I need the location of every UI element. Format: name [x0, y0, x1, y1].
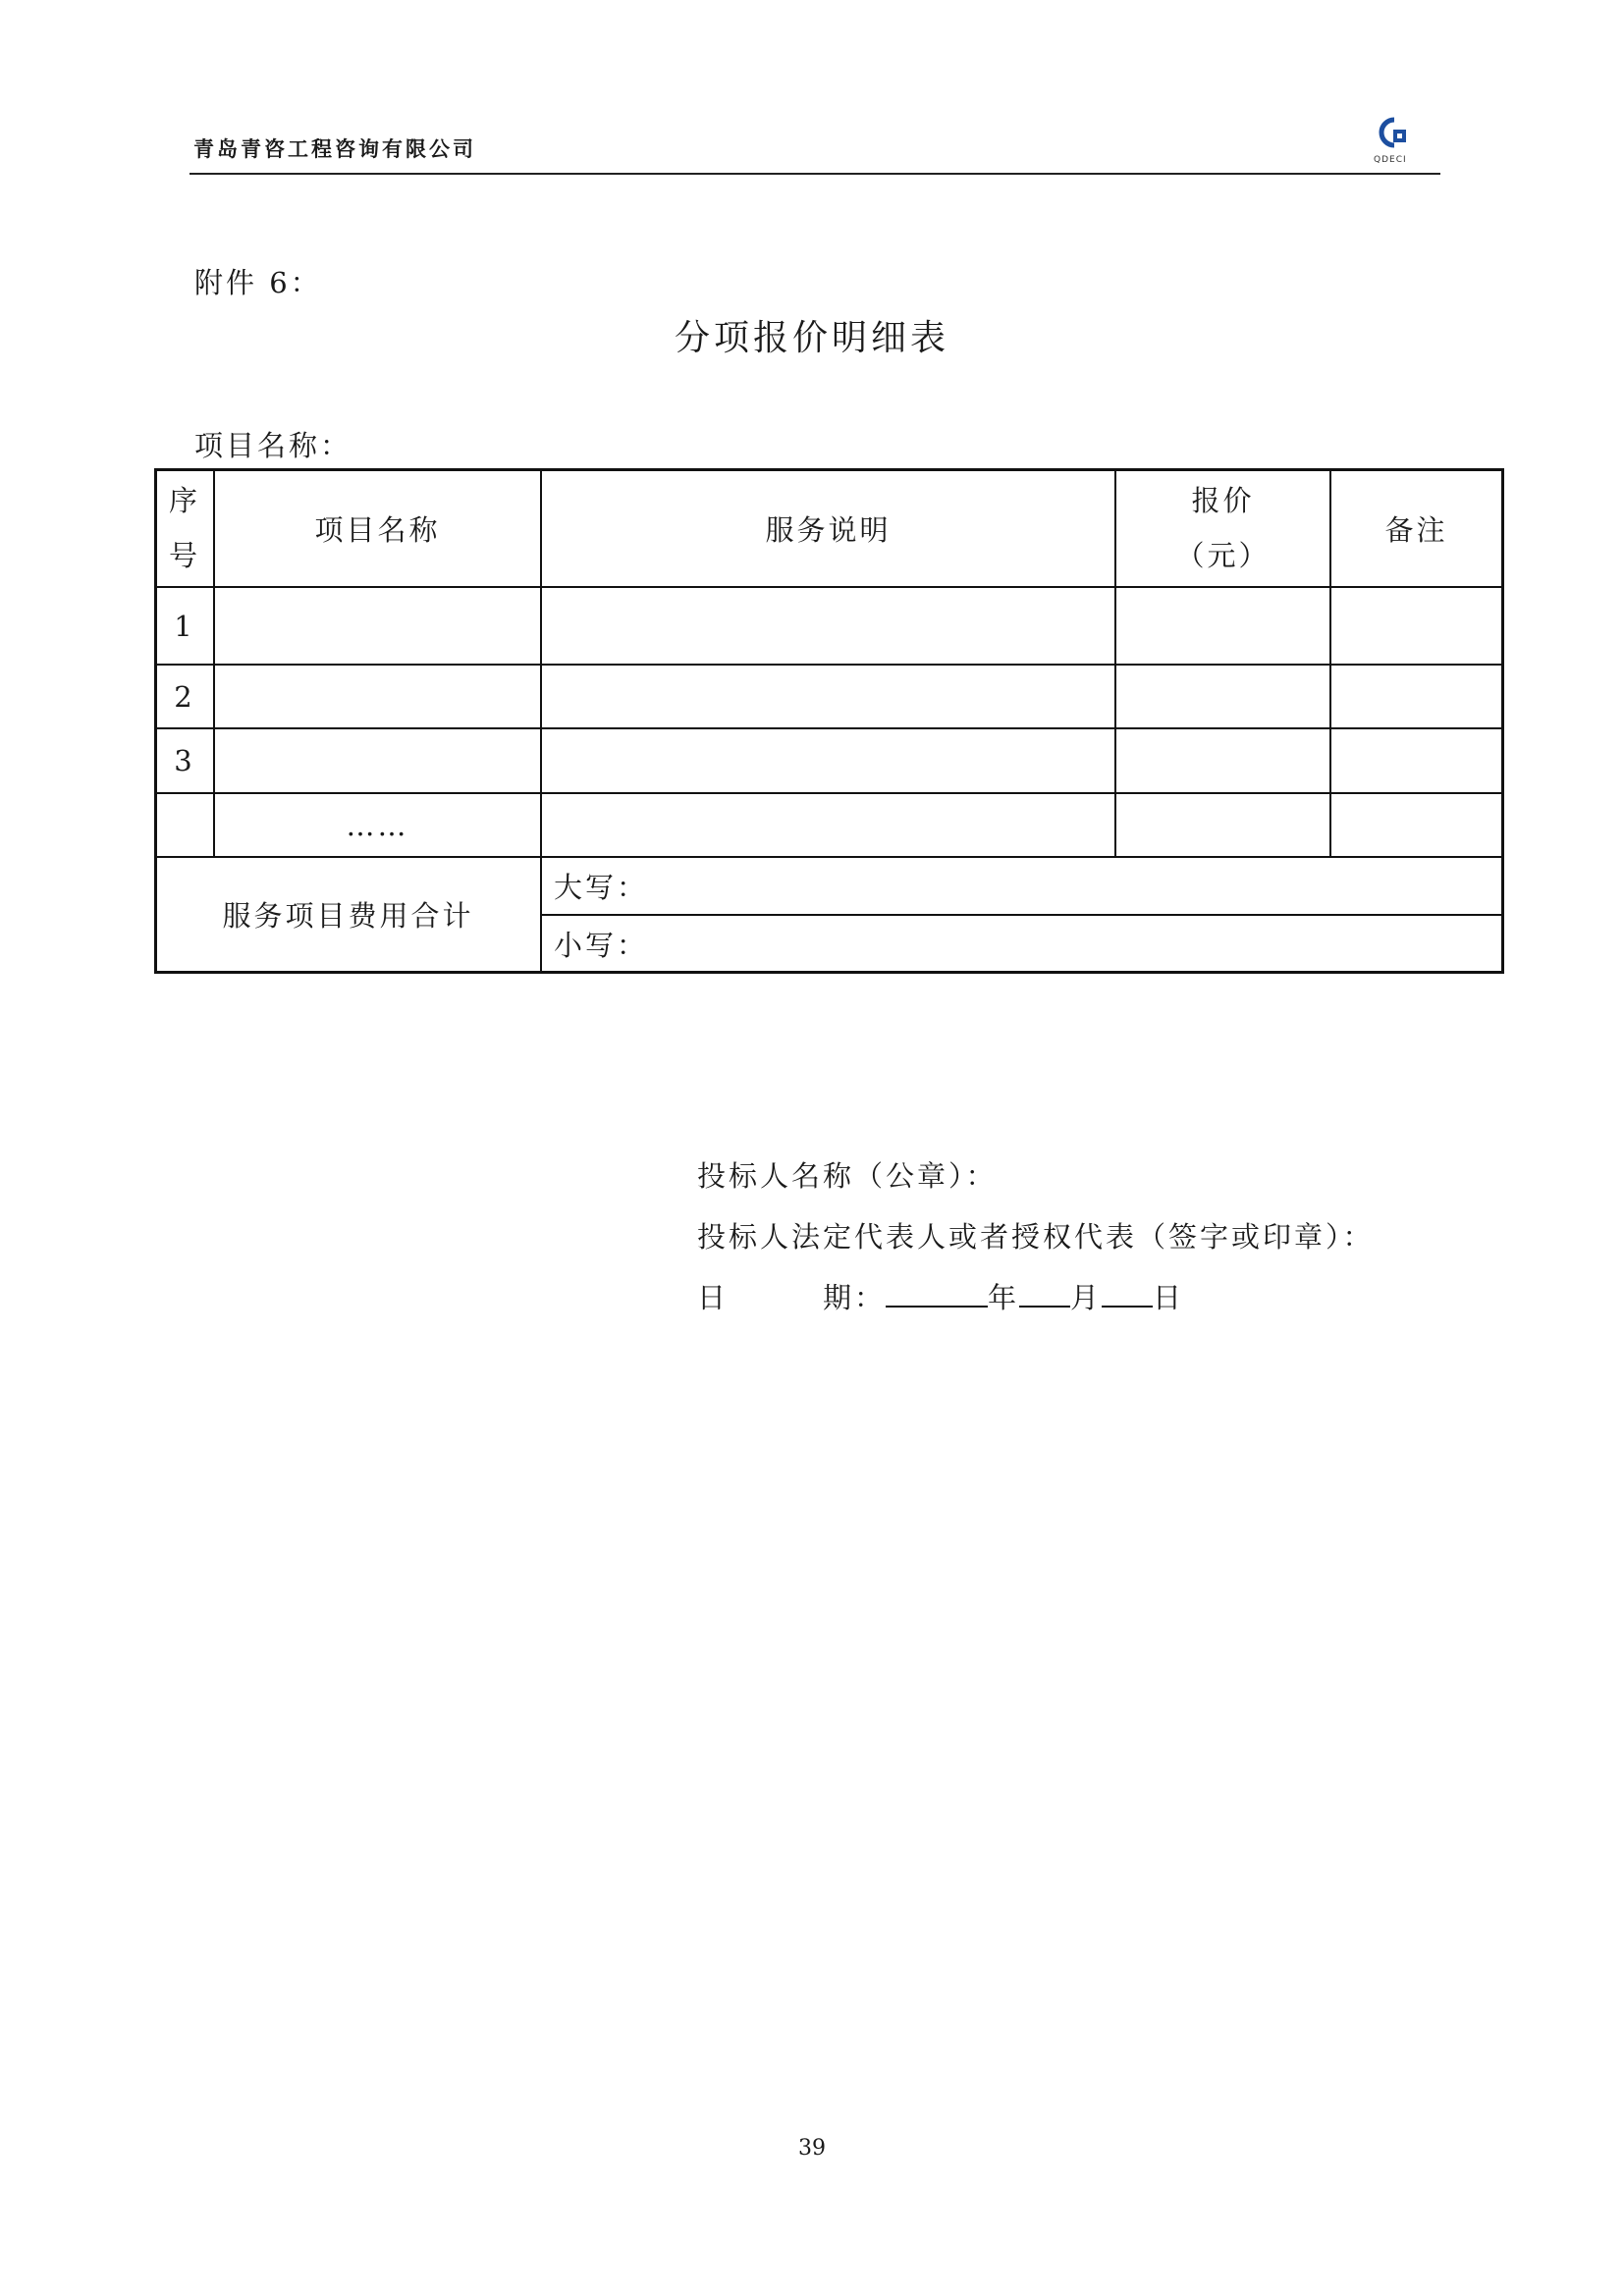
logo-text: QDECI [1374, 155, 1407, 165]
day-blank[interactable] [1102, 1278, 1153, 1308]
attachment-label: 附件 6： [194, 266, 322, 299]
header-company-name: 青岛青咨工程咨询有限公司 [193, 137, 476, 161]
row-remark-cell[interactable] [1331, 588, 1501, 664]
total-uppercase-field[interactable]: 大写： [554, 871, 649, 904]
row-seq [156, 794, 213, 856]
row-remark-cell[interactable] [1331, 794, 1501, 856]
header-service-description: 服务说明 [765, 512, 892, 547]
date-line [697, 1276, 1184, 1316]
row-price-cell[interactable] [1116, 794, 1329, 856]
row-remark-cell[interactable] [1331, 666, 1501, 727]
header-seq-line1: 序 [168, 484, 200, 517]
row-price-cell[interactable] [1116, 729, 1329, 792]
total-lowercase-field[interactable]: 小写： [554, 928, 649, 962]
project-name-label: 项目名称： [194, 429, 352, 462]
row-seq: 3 [174, 744, 195, 777]
header-remark: 备注 [1384, 512, 1448, 547]
header-seq-line2: 号 [168, 539, 200, 572]
row-project-name-cell[interactable]: …… [346, 808, 409, 842]
row-price-cell[interactable] [1116, 588, 1329, 664]
row-service-cell[interactable] [542, 666, 1114, 727]
header-price-line2: （元） [1175, 539, 1271, 572]
date-label: 日 期： [697, 1281, 887, 1314]
row-project-name-cell[interactable] [215, 729, 540, 792]
row-service-cell[interactable] [542, 729, 1114, 792]
year-label: 年 [988, 1281, 1020, 1314]
row-project-name-cell[interactable] [215, 666, 540, 727]
day-label: 日 [1153, 1281, 1185, 1314]
month-label: 月 [1070, 1281, 1103, 1314]
row-price-cell[interactable] [1116, 666, 1329, 727]
header-seq [156, 470, 213, 586]
row-seq: 2 [174, 679, 195, 714]
header-project-name: 项目名称 [314, 512, 441, 547]
month-blank[interactable] [1019, 1278, 1070, 1308]
bidder-name-line: 投标人名称（公章）： [697, 1159, 998, 1193]
row-service-cell[interactable] [542, 794, 1114, 856]
header-price [1116, 470, 1329, 586]
header-price-line1: 报价 [1191, 484, 1255, 517]
row-remark-cell[interactable] [1331, 729, 1501, 792]
document-title: 分项报价明细表 [674, 318, 949, 358]
year-blank[interactable] [886, 1278, 988, 1308]
row-project-name-cell[interactable] [215, 588, 540, 664]
total-label: 服务项目费用合计 [222, 899, 474, 933]
page-number: 39 [798, 2136, 826, 2161]
representative-line: 投标人法定代表人或者授权代表（签字或印章）： [697, 1220, 1375, 1254]
row-seq: 1 [174, 609, 195, 643]
row-service-cell[interactable] [542, 588, 1114, 664]
